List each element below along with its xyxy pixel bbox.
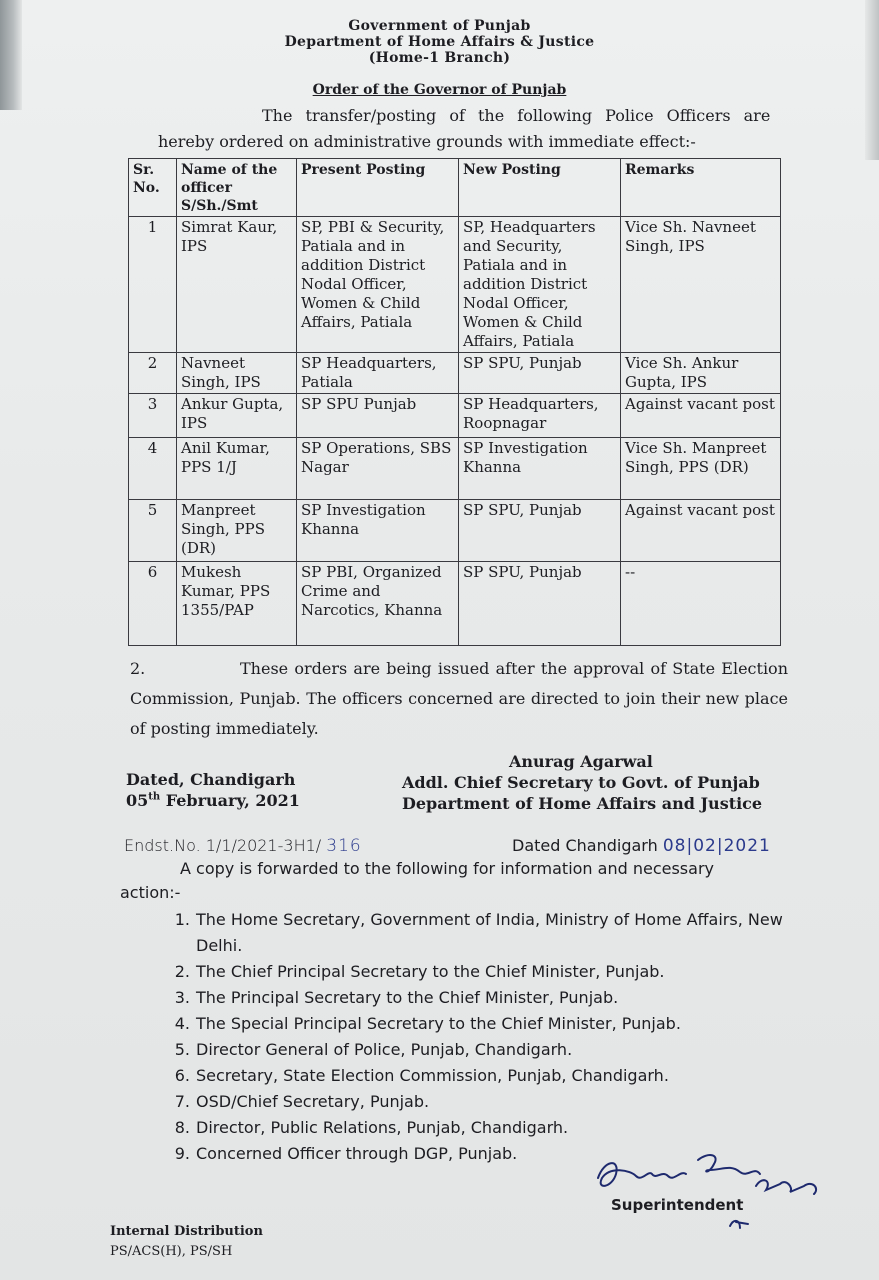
- list-number: 3.: [174, 988, 190, 1007]
- list-item: [160, 959, 800, 985]
- cell-present: SP PBI, Organized Crime and Narcotics, Khanna: [297, 562, 459, 646]
- dated-day-suffix: th: [148, 791, 161, 803]
- list-number: 4.: [174, 1014, 190, 1033]
- list-number: 1.: [174, 910, 190, 929]
- cell-sr: 3: [129, 394, 177, 438]
- cell-name: Mukesh Kumar, PPS 1355/PAP: [177, 562, 297, 646]
- cell-new: SP SPU, Punjab: [459, 500, 621, 562]
- superintendent-label: Superintendent: [611, 1196, 744, 1214]
- header-department: Department of Home Affairs & Justice: [284, 34, 595, 50]
- list-text: The Special Principal Secretary to the Chief Minister, Punjab.: [196, 1014, 681, 1033]
- cell-present: SP SPU Punjab: [297, 394, 459, 438]
- dated-date: [126, 791, 300, 810]
- cell-remarks: Against vacant post: [621, 500, 781, 562]
- table-row: [129, 394, 781, 438]
- table-row: [129, 353, 781, 394]
- cell-present: SP Headquarters, Patiala: [297, 353, 459, 394]
- table-row: [129, 438, 781, 500]
- cell-name: Simrat Kaur, IPS: [177, 217, 297, 353]
- endorsement-label: Endst.No. 1/1/2021-3H1/: [124, 836, 322, 855]
- paragraph-2-text: These orders are being issued after the approval of State Election Commission, Punjab. The officers concerned are directed to join their new place of posting immediately.: [130, 659, 788, 738]
- copy-line-2: action:-: [120, 883, 181, 902]
- header-present-posting: Present Posting: [297, 159, 459, 217]
- paragraph-2: [130, 654, 788, 744]
- dated-place: Dated, Chandigarh: [126, 770, 296, 789]
- paragraph-number: 2.: [130, 659, 146, 678]
- list-item: [160, 1089, 800, 1115]
- cell-remarks: Vice Sh. Manpreet Singh, PPS (DR): [621, 438, 781, 500]
- header-name: Name of the officer S/Sh./Smt: [177, 159, 297, 217]
- intro-line-2: hereby ordered on administrative grounds with immediate effect:-: [158, 132, 696, 151]
- list-number: 8.: [174, 1118, 190, 1137]
- table-row: [129, 217, 781, 353]
- cell-name: Anil Kumar, PPS 1/J: [177, 438, 297, 500]
- internal-distribution-text: PS/ACS(H), PS/SH: [110, 1244, 233, 1259]
- signatory-name: Anurag Agarwal: [509, 752, 653, 771]
- list-number: 5.: [174, 1040, 190, 1059]
- cell-new: SP, Headquarters and Security, Patiala and in addition District Nodal Officer, Women & Child Affairs, Patiala: [459, 217, 621, 353]
- cell-new: SP SPU, Punjab: [459, 562, 621, 646]
- intro-line-1: The transfer/posting of the following Police Officers are: [262, 106, 771, 125]
- signatory-designation-1: Addl. Chief Secretary to Govt. of Punjab: [402, 773, 760, 792]
- cell-sr: 5: [129, 500, 177, 562]
- list-number: 7.: [174, 1092, 190, 1111]
- cell-new: SP Headquarters, Roopnagar: [459, 394, 621, 438]
- cell-name: Navneet Singh, IPS: [177, 353, 297, 394]
- cell-name: Ankur Gupta, IPS: [177, 394, 297, 438]
- list-text: The Home Secretary, Government of India, Ministry of Home Affairs, New Delhi.: [196, 910, 783, 955]
- cell-sr: 2: [129, 353, 177, 394]
- dated-month-year: February, 2021: [165, 791, 300, 810]
- cell-sr: 4: [129, 438, 177, 500]
- header-sr-no: Sr. No.: [129, 159, 177, 217]
- cell-name: Manpreet Singh, PPS (DR): [177, 500, 297, 562]
- internal-distribution-title: Internal Distribution: [110, 1224, 263, 1239]
- cell-new: SP SPU, Punjab: [459, 353, 621, 394]
- table-row: [129, 500, 781, 562]
- endorsement-date: [512, 836, 771, 856]
- header-new-posting: New Posting: [459, 159, 621, 217]
- list-text: Concerned Officer through DGP, Punjab.: [196, 1144, 518, 1163]
- cell-remarks: Vice Sh. Ankur Gupta, IPS: [621, 353, 781, 394]
- list-text: OSD/Chief Secretary, Punjab.: [196, 1092, 430, 1111]
- cell-present: SP Investigation Khanna: [297, 500, 459, 562]
- list-number: 2.: [174, 962, 190, 981]
- cell-present: SP, PBI & Security, Patiala and in addition District Nodal Officer, Women & Child Affairs, Patiala: [297, 217, 459, 353]
- table-header-row: [129, 159, 781, 217]
- endorsement-number: [124, 836, 362, 856]
- header-government: Government of Punjab: [348, 18, 531, 34]
- endorsement-dated-label: Dated Chandigarh: [512, 836, 658, 855]
- list-item: [160, 1011, 800, 1037]
- cell-remarks: Vice Sh. Navneet Singh, IPS: [621, 217, 781, 353]
- cell-sr: 1: [129, 217, 177, 353]
- cell-remarks: --: [621, 562, 781, 646]
- header-remarks: Remarks: [621, 159, 781, 217]
- list-text: The Principal Secretary to the Chief Minister, Punjab.: [196, 988, 619, 1007]
- endorsement-handwritten-number: 316: [326, 836, 362, 856]
- dated-day: 05: [126, 791, 149, 810]
- list-text: The Chief Principal Secretary to the Chief Minister, Punjab.: [196, 962, 665, 981]
- list-item: [160, 1037, 800, 1063]
- list-item: [160, 1063, 800, 1089]
- list-text: Secretary, State Election Commission, Punjab, Chandigarh.: [196, 1066, 669, 1085]
- cell-new: SP Investigation Khanna: [459, 438, 621, 500]
- order-title: Order of the Governor of Punjab: [312, 82, 567, 98]
- cell-remarks: Against vacant post: [621, 394, 781, 438]
- recipients-list: [160, 907, 800, 1167]
- cell-sr: 6: [129, 562, 177, 646]
- header-branch: (Home-1 Branch): [368, 50, 511, 66]
- table-row: [129, 562, 781, 646]
- list-number: 9.: [174, 1144, 190, 1163]
- signatory-designation-2: Department of Home Affairs and Justice: [402, 794, 763, 813]
- list-item: [160, 907, 800, 959]
- list-item: [160, 985, 800, 1011]
- list-text: Director General of Police, Punjab, Chandigarh.: [196, 1040, 573, 1059]
- list-text: Director, Public Relations, Punjab, Chandigarh.: [196, 1118, 569, 1137]
- endorsement-handwritten-date: 08|02|2021: [662, 836, 771, 856]
- postings-table: [128, 158, 781, 646]
- handwritten-signature: [590, 1140, 830, 1230]
- cell-present: SP Operations, SBS Nagar: [297, 438, 459, 500]
- list-item: [160, 1115, 800, 1141]
- list-number: 6.: [174, 1066, 190, 1085]
- copy-line-1: A copy is forwarded to the following for information and necessary: [180, 859, 714, 878]
